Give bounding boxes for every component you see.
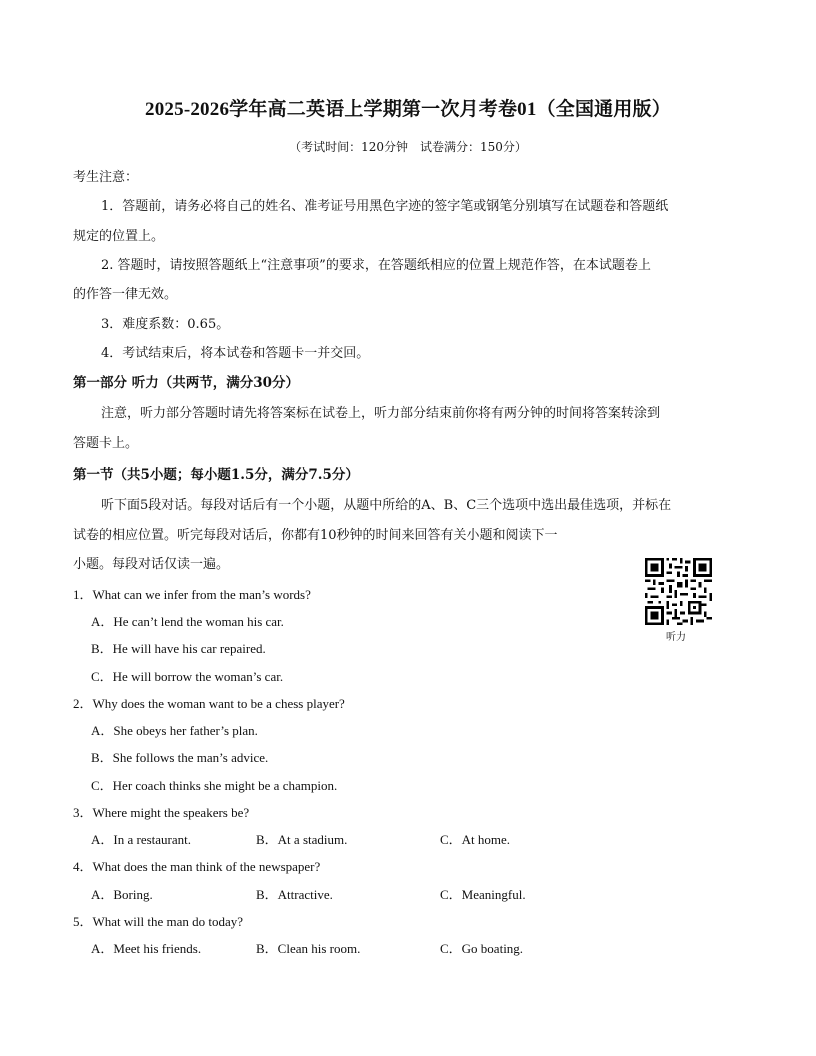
question-4-option-b[interactable]: B．Attractive.: [256, 887, 333, 902]
part-heading: 第一部分 听力（共两节，满分30分）: [73, 375, 299, 391]
question-2: 2．Why does the woman want to be a chess player?: [73, 696, 345, 711]
note-item-1-cont: 规定的位置上。: [73, 229, 165, 244]
question-3-option-c[interactable]: C．At home.: [440, 832, 511, 847]
question-5-option-a[interactable]: A．Meet his friends.: [91, 941, 202, 956]
note-item-2: 2. 答题时，请按照答题纸上“注意事项”的要求，在答题纸相应的位置上规范作答，在本试题卷上: [101, 258, 651, 273]
question-1-option-b[interactable]: B．He will have his car repaired.: [91, 641, 266, 656]
section-instructions-end: 小题。每段对话仅读一遍。: [73, 557, 230, 572]
question-5: 5．What will the man do today?: [73, 914, 244, 929]
note-item-4: 4．考试结束后，将本试卷和答题卡一并交回。: [101, 346, 370, 361]
question-1-option-a[interactable]: A．He can’t lend the woman his car.: [91, 614, 284, 629]
section-heading: 第一节（共5小题；每小题1.5分，满分7.5分）: [73, 467, 359, 483]
section-instructions: 听下面5段对话。每段对话后有一个小题，从题中所给的A、B、C三个选项中选出最佳选项，并标在: [101, 498, 672, 513]
question-5-option-b[interactable]: B．Clean his room.: [256, 941, 361, 956]
note-item-2-cont: 的作答一律无效。: [73, 287, 178, 302]
part-note-cont: 答题卡上。: [73, 436, 139, 451]
question-5-option-c[interactable]: C．Go boating.: [440, 941, 524, 956]
exam-info: （考试时间：120分钟 试卷满分：150分）: [289, 140, 527, 154]
question-1-option-c[interactable]: C．He will borrow the woman’s car.: [91, 669, 284, 684]
question-2-option-c[interactable]: C．Her coach thinks she might be a champion.: [91, 778, 338, 793]
note-item-1: 1．答题前，请务必将自己的姓名、准考证号用黑色字迹的签字笔或钢笔分别填写在试题卷和答题纸: [101, 199, 669, 214]
qr-label: 听力: [666, 632, 686, 643]
qr-code-icon[interactable]: [645, 558, 712, 625]
notes-heading: 考生注意：: [73, 170, 139, 185]
question-4: 4．What does the man think of the newspaper?: [73, 859, 321, 874]
question-2-option-b[interactable]: B．She follows the man’s advice.: [91, 750, 269, 765]
question-4-option-c[interactable]: C．Meaningful.: [440, 887, 526, 902]
note-item-3: 3．难度系数：0.65。: [101, 317, 230, 332]
part-note: 注意，听力部分答题时请先将答案标在试卷上，听力部分结束前你将有两分钟的时间将答案转涂到: [101, 406, 661, 421]
question-4-option-a[interactable]: A．Boring.: [91, 887, 153, 902]
question-1: 1．What can we infer from the man’s words?: [73, 587, 311, 602]
question-3: 3．Where might the speakers be?: [73, 805, 250, 820]
section-instructions-cont: 试卷的相应位置。听完每段对话后，你都有10秒钟的时间来回答有关小题和阅读下一: [73, 528, 558, 543]
question-3-option-a[interactable]: A．In a restaurant.: [91, 832, 191, 847]
question-2-option-a[interactable]: A．She obeys her father’s plan.: [91, 723, 258, 738]
page-title: 2025-2026学年高二英语上学期第一次月考卷01（全国通用版）: [145, 99, 671, 120]
question-3-option-b[interactable]: B．At a stadium.: [256, 832, 348, 847]
